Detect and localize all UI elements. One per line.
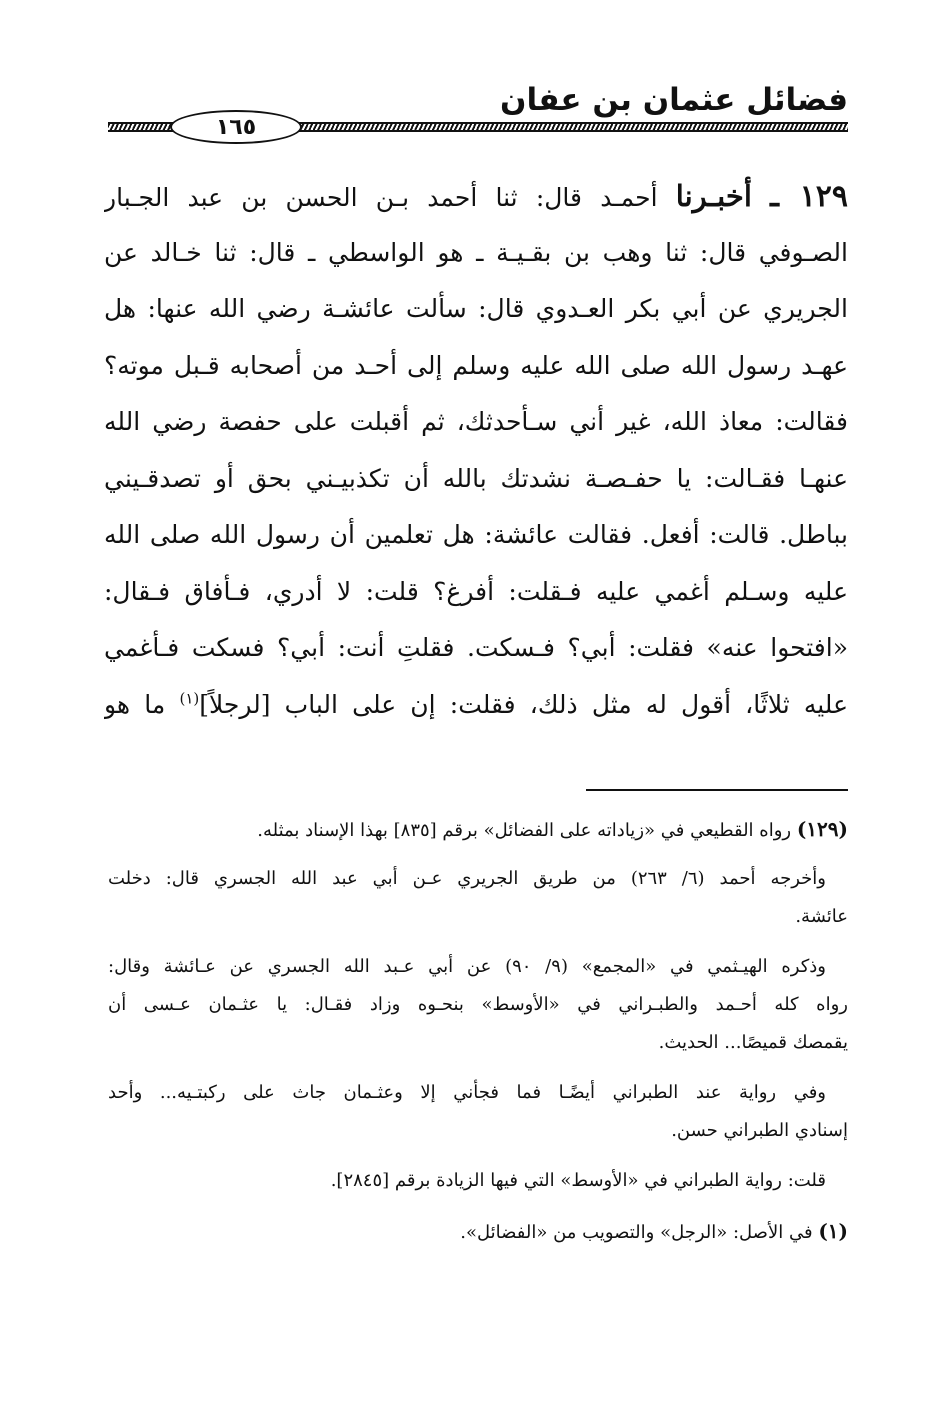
text-line (104, 168, 848, 225)
main-text-block (104, 168, 848, 733)
footnote-text: رواه القطيعي في «زياداته على الفضائل» برقم [٨٣٥] بهذا الإسناد بمثله. (257, 820, 792, 841)
text-line: عنهـا فقـالت: يا حفـصـة نشدتك بالله أن تكذبيـني بحق أو تصدقـيني (104, 463, 848, 493)
footnote-separator (586, 789, 848, 791)
header-rule (108, 110, 848, 146)
hadith-number: ١٢٩ ـ (770, 179, 848, 214)
footnote-paragraph (108, 810, 848, 848)
footnote-line: إسنادي الطبراني حسن. (671, 1120, 848, 1141)
footnote-text: في الأصل: «الرجل» والتصويب من «الفضائل». (460, 1222, 813, 1243)
text-line: عهـد رسول الله صلى الله عليه وسلم إلى أحـد من أصحابه قـبل موته؟ (104, 350, 848, 380)
footnotes-block (108, 810, 848, 1262)
footnote-line (108, 810, 848, 848)
text-line: الصـوفي قال: ثنا وهب بن بقـيـة ـ هو الواسطي ـ قال: ثنا خـالد عن (104, 237, 848, 267)
text-line: عليه وسـلم أغمي عليه فـقلت: أفرغ؟ قلت: لا أدري، فـأفاق فـقال: (104, 576, 848, 606)
page-number: ١٦٥ (170, 110, 302, 144)
footnote-line: وذكره الهيـثمي في «المجمع» (٩/ ٩٠) عن أبي عـبد الله الجسري عن عـائشة وقال: (108, 956, 826, 977)
text-line-content: أحمـد قال: ثنا أحمد بـن الحسن بن عبد الجـبار (104, 183, 658, 212)
footnote-line: وأخرجه أحمد (٦/ ٢٦٣) من طريق الجريري عـن أبي عبد الله الجسري قال: دخلت (108, 868, 826, 889)
text-line-content: عليه ثلاثًا، أقول له مثل ذلك، فقلت: إن على الباب [لرجلاً] (199, 689, 848, 719)
footnote-line: قلت: رواية الطبراني في «الأوسط» التي فيها الزيادة برقم [٢٨٤٥]. (330, 1170, 826, 1191)
footnote-reference[interactable]: (١) (179, 689, 200, 708)
opening-word: أخبـرنا (675, 179, 752, 213)
running-header-title: فضائل عثمان بن عفان (499, 82, 848, 118)
footnote-paragraph (108, 1212, 848, 1250)
text-line: بباطل. قالت: أفعل. فقالت عائشة: هل تعلمين أن رسول الله صلى الله (104, 520, 848, 549)
text-line-continuation: ما هو (104, 689, 166, 719)
text-line: فقالت: معاذ الله، غير أني سـأحدثك، ثم أقبلت على حفصة رضي الله (104, 407, 848, 436)
footnote-line (108, 1212, 848, 1250)
text-line (104, 677, 848, 734)
footnote-number: (١٢٩) (796, 817, 848, 841)
footnote-line: عائشة. (795, 906, 848, 927)
footnote-paragraph (108, 860, 848, 936)
footnote-line: وفي رواية عند الطبراني أيضًـا فما فجأني إلا وعثـمان جاث على ركبتـيه... وأحد (108, 1082, 826, 1103)
footnote-line: يقمصك قميصًا... الحديث. (658, 1032, 848, 1053)
footnote-paragraph (108, 948, 848, 1062)
footnote-paragraph (108, 1074, 848, 1150)
footnote-paragraph (108, 1162, 848, 1200)
footnote-number: (١) (818, 1219, 848, 1243)
footnote-line: رواه كله أحـمد والطبـراني في «الأوسط» بنحـوه وزاد فقـال: يا عثـمان عـسى أن (108, 994, 848, 1015)
text-line: «افتحوا عنه» فقلت: أبي؟ فـسكت. فقلتِ أنت: أبي؟ فسكت فـأغمي (104, 633, 848, 662)
text-line: الجريري عن أبي بكر العـدوي قال: سألت عائشـة رضي الله عنها: هل (104, 294, 848, 323)
